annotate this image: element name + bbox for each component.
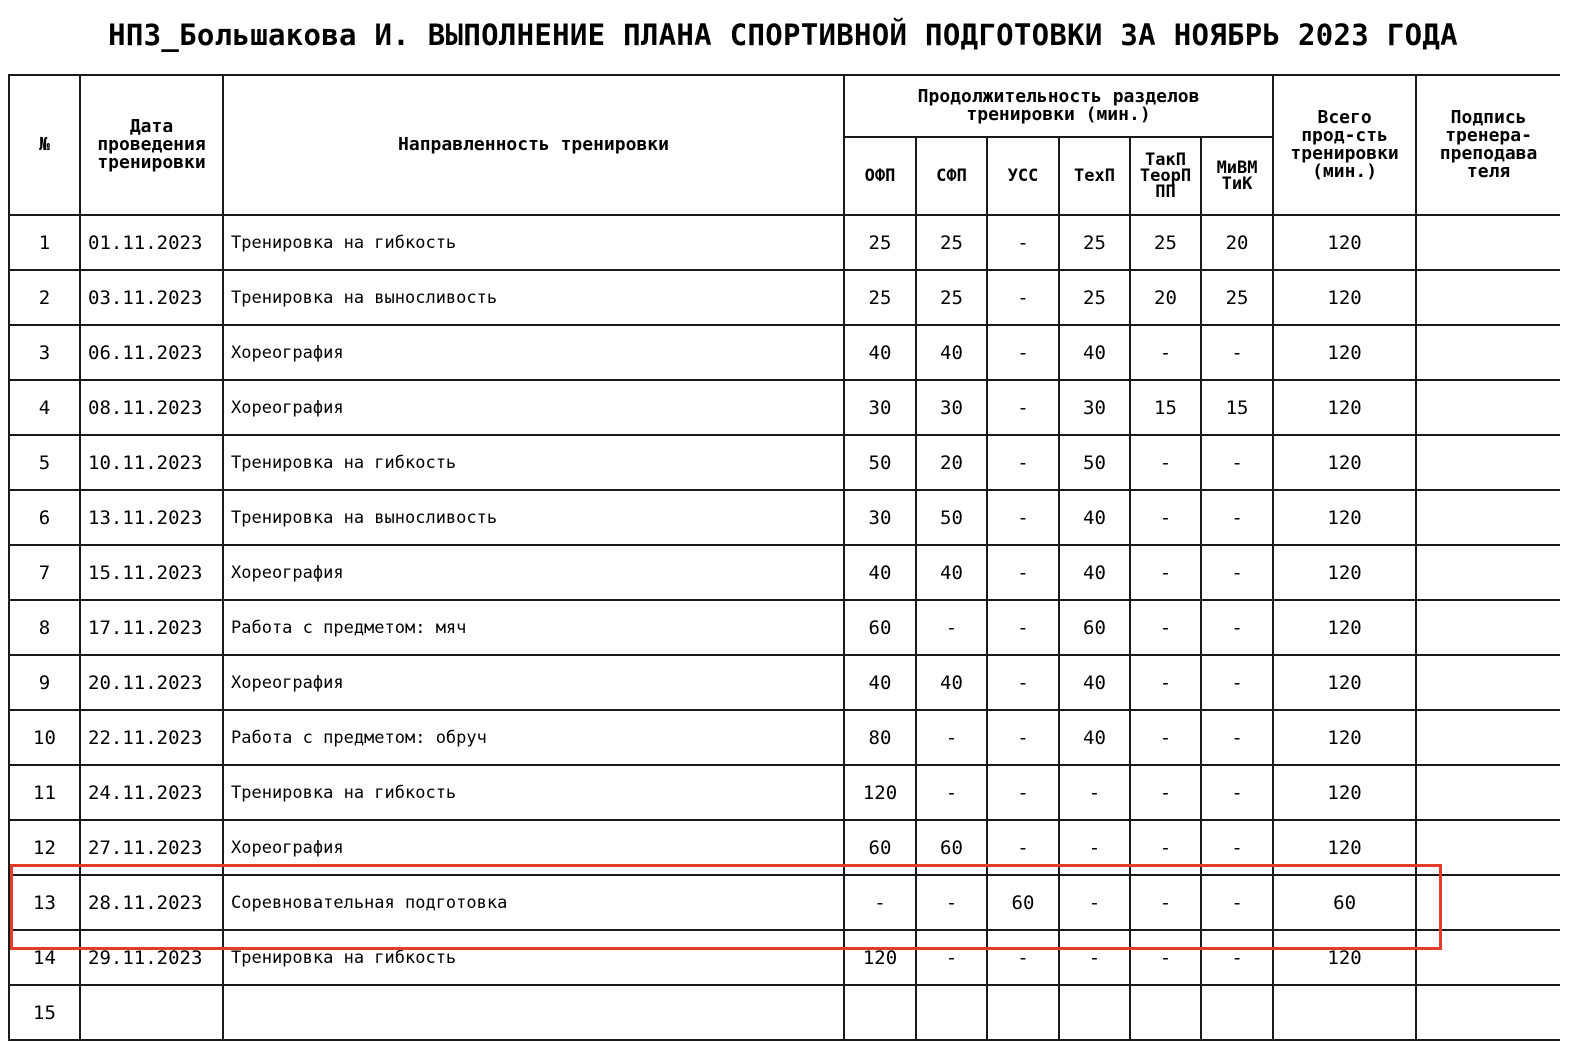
header-signature-line: преподава xyxy=(1439,143,1538,164)
cell-ofp: 30 xyxy=(844,380,916,435)
header-number: № xyxy=(9,75,80,215)
table-row xyxy=(9,490,1560,545)
cell-tehp: 30 xyxy=(1059,380,1130,435)
table-row xyxy=(9,930,1560,985)
cell-direction: Тренировка на выносливость xyxy=(223,490,844,545)
cell-signature xyxy=(1416,325,1560,380)
cell-total: 120 xyxy=(1273,380,1416,435)
header-tehp: ТехП xyxy=(1059,137,1130,215)
cell-direction xyxy=(223,985,844,1040)
cell-mivm: - xyxy=(1201,875,1273,930)
header-signature xyxy=(1416,75,1560,215)
table-row xyxy=(9,820,1560,875)
cell-mivm xyxy=(1201,985,1273,1040)
cell-tehp: - xyxy=(1059,930,1130,985)
cell-mivm: - xyxy=(1201,655,1273,710)
cell-number: 9 xyxy=(9,655,80,710)
cell-mivm: - xyxy=(1201,325,1273,380)
cell-sfp: 25 xyxy=(916,215,987,270)
cell-direction: Хореография xyxy=(223,655,844,710)
cell-sfp: 60 xyxy=(916,820,987,875)
cell-sfp: - xyxy=(916,710,987,765)
cell-taktp: 20 xyxy=(1130,270,1201,325)
header-total-line: прод-сть xyxy=(1301,125,1388,146)
cell-date: 13.11.2023 xyxy=(80,490,223,545)
table-row xyxy=(9,985,1560,1040)
cell-taktp: - xyxy=(1130,325,1201,380)
cell-number: 3 xyxy=(9,325,80,380)
cell-number: 8 xyxy=(9,600,80,655)
cell-taktp: - xyxy=(1130,435,1201,490)
document-title: НПЗ_Большакова И. ВЫПОЛНЕНИЕ ПЛАНА СПОРТИВНОЙ ПОДГОТОВКИ ЗА НОЯБРЬ 2023 ГОДА xyxy=(108,18,1458,52)
cell-date: 10.11.2023 xyxy=(80,435,223,490)
table-row xyxy=(9,435,1560,490)
header-signature-line: теля xyxy=(1466,161,1511,182)
cell-total: 120 xyxy=(1273,490,1416,545)
cell-mivm: - xyxy=(1201,490,1273,545)
cell-sfp: - xyxy=(916,875,987,930)
cell-uss: - xyxy=(987,380,1059,435)
cell-mivm: 25 xyxy=(1201,270,1273,325)
cell-taktp: 15 xyxy=(1130,380,1201,435)
header-total xyxy=(1273,75,1416,215)
header-date-line: тренировки xyxy=(97,152,206,173)
cell-direction: Тренировка на выносливость xyxy=(223,270,844,325)
cell-direction: Хореография xyxy=(223,820,844,875)
cell-date: 06.11.2023 xyxy=(80,325,223,380)
cell-date xyxy=(80,985,223,1040)
cell-taktp: - xyxy=(1130,600,1201,655)
cell-number: 10 xyxy=(9,710,80,765)
header-signature-line: тренера- xyxy=(1445,125,1532,146)
cell-sfp: 20 xyxy=(916,435,987,490)
cell-signature xyxy=(1416,380,1560,435)
cell-signature xyxy=(1416,985,1560,1040)
cell-uss: - xyxy=(987,930,1059,985)
cell-total: 120 xyxy=(1273,710,1416,765)
cell-date: 22.11.2023 xyxy=(80,710,223,765)
cell-tehp: - xyxy=(1059,820,1130,875)
cell-uss: - xyxy=(987,545,1059,600)
cell-taktp: - xyxy=(1130,765,1201,820)
cell-direction: Тренировка на гибкость xyxy=(223,215,844,270)
table-row xyxy=(9,325,1560,380)
cell-tehp xyxy=(1059,985,1130,1040)
cell-uss: - xyxy=(987,215,1059,270)
cell-sfp: - xyxy=(916,600,987,655)
cell-date: 01.11.2023 xyxy=(80,215,223,270)
cell-direction: Тренировка на гибкость xyxy=(223,930,844,985)
cell-taktp: - xyxy=(1130,710,1201,765)
cell-direction: Тренировка на гибкость xyxy=(223,435,844,490)
cell-total: 120 xyxy=(1273,435,1416,490)
cell-direction: Хореография xyxy=(223,380,844,435)
cell-ofp: 30 xyxy=(844,490,916,545)
table-row xyxy=(9,270,1560,325)
table-row xyxy=(9,215,1560,270)
header-signature-line: Подпись xyxy=(1450,107,1527,128)
header-taktp xyxy=(1130,137,1201,215)
cell-mivm: - xyxy=(1201,600,1273,655)
cell-mivm: - xyxy=(1201,930,1273,985)
cell-ofp: 40 xyxy=(844,655,916,710)
cell-total: 120 xyxy=(1273,545,1416,600)
cell-taktp: - xyxy=(1130,655,1201,710)
cell-taktp: - xyxy=(1130,820,1201,875)
cell-number: 15 xyxy=(9,985,80,1040)
header-mivm-line: ТиК xyxy=(1221,174,1253,194)
cell-ofp xyxy=(844,985,916,1040)
cell-tehp: 50 xyxy=(1059,435,1130,490)
cell-date: 15.11.2023 xyxy=(80,545,223,600)
cell-number: 2 xyxy=(9,270,80,325)
cell-tehp: 25 xyxy=(1059,270,1130,325)
header-total-line: тренировки xyxy=(1290,143,1399,164)
cell-uss: - xyxy=(987,655,1059,710)
cell-direction: Соревновательная подготовка xyxy=(223,875,844,930)
cell-number: 1 xyxy=(9,215,80,270)
cell-sfp: - xyxy=(916,765,987,820)
header-date-line: проведения xyxy=(97,134,206,155)
cell-uss: - xyxy=(987,710,1059,765)
header-taktp-line: ПП xyxy=(1155,182,1176,202)
cell-ofp: 120 xyxy=(844,930,916,985)
cell-date: 17.11.2023 xyxy=(80,600,223,655)
table-row xyxy=(9,545,1560,600)
cell-number: 5 xyxy=(9,435,80,490)
header-taktp-line: ТеорП xyxy=(1139,166,1192,186)
header-total-line: (мин.) xyxy=(1312,161,1378,182)
training-plan-table xyxy=(8,74,1560,1041)
cell-direction: Хореография xyxy=(223,545,844,600)
cell-date: 20.11.2023 xyxy=(80,655,223,710)
cell-signature xyxy=(1416,930,1560,985)
cell-ofp: 25 xyxy=(844,270,916,325)
cell-ofp: 60 xyxy=(844,820,916,875)
cell-tehp: 40 xyxy=(1059,545,1130,600)
cell-sfp: 40 xyxy=(916,545,987,600)
cell-number: 12 xyxy=(9,820,80,875)
cell-total: 120 xyxy=(1273,215,1416,270)
cell-signature xyxy=(1416,765,1560,820)
header-total-line: Всего xyxy=(1317,107,1372,128)
table-row xyxy=(9,875,1560,930)
cell-mivm: 20 xyxy=(1201,215,1273,270)
cell-sfp: 30 xyxy=(916,380,987,435)
cell-signature xyxy=(1416,490,1560,545)
cell-uss: - xyxy=(987,765,1059,820)
cell-uss: - xyxy=(987,325,1059,380)
cell-ofp: 60 xyxy=(844,600,916,655)
table-row xyxy=(9,765,1560,820)
cell-date: 03.11.2023 xyxy=(80,270,223,325)
cell-date: 08.11.2023 xyxy=(80,380,223,435)
header-duration-group xyxy=(844,75,1273,137)
cell-taktp: - xyxy=(1130,875,1201,930)
cell-uss xyxy=(987,985,1059,1040)
cell-uss: - xyxy=(987,270,1059,325)
header-date-line: Дата xyxy=(129,116,174,137)
cell-mivm: - xyxy=(1201,765,1273,820)
header-duration-line: тренировки (мин.) xyxy=(966,104,1151,125)
header-uss: УСС xyxy=(987,137,1059,215)
cell-ofp: - xyxy=(844,875,916,930)
cell-uss: 60 xyxy=(987,875,1059,930)
header-mivm xyxy=(1201,137,1273,215)
cell-sfp: 40 xyxy=(916,325,987,380)
cell-taktp: - xyxy=(1130,930,1201,985)
cell-signature xyxy=(1416,270,1560,325)
cell-date: 29.11.2023 xyxy=(80,930,223,985)
header-duration-line: Продолжительность разделов xyxy=(917,86,1200,107)
cell-total: 120 xyxy=(1273,930,1416,985)
cell-number: 11 xyxy=(9,765,80,820)
cell-tehp: 40 xyxy=(1059,655,1130,710)
table-body xyxy=(9,215,1560,1040)
cell-mivm: - xyxy=(1201,545,1273,600)
table-row xyxy=(9,380,1560,435)
cell-signature xyxy=(1416,600,1560,655)
cell-signature xyxy=(1416,215,1560,270)
cell-number: 14 xyxy=(9,930,80,985)
cell-sfp: 40 xyxy=(916,655,987,710)
cell-date: 27.11.2023 xyxy=(80,820,223,875)
cell-signature xyxy=(1416,435,1560,490)
cell-tehp: - xyxy=(1059,765,1130,820)
cell-total: 120 xyxy=(1273,600,1416,655)
cell-uss: - xyxy=(987,435,1059,490)
cell-mivm: - xyxy=(1201,710,1273,765)
header-sfp: СФП xyxy=(916,137,987,215)
cell-signature xyxy=(1416,655,1560,710)
cell-sfp: 50 xyxy=(916,490,987,545)
cell-date: 28.11.2023 xyxy=(80,875,223,930)
cell-mivm: - xyxy=(1201,820,1273,875)
cell-ofp: 80 xyxy=(844,710,916,765)
cell-taktp: - xyxy=(1130,490,1201,545)
cell-ofp: 120 xyxy=(844,765,916,820)
cell-tehp: - xyxy=(1059,875,1130,930)
cell-sfp: - xyxy=(916,930,987,985)
cell-tehp: 40 xyxy=(1059,710,1130,765)
cell-total: 120 xyxy=(1273,325,1416,380)
cell-tehp: 40 xyxy=(1059,325,1130,380)
training-plan-sheet xyxy=(8,74,1560,1044)
cell-total: 120 xyxy=(1273,655,1416,710)
cell-uss: - xyxy=(987,490,1059,545)
cell-taktp: 25 xyxy=(1130,215,1201,270)
header-mivm-line: МиВМ xyxy=(1216,158,1258,178)
cell-date: 24.11.2023 xyxy=(80,765,223,820)
table-row xyxy=(9,600,1560,655)
cell-total xyxy=(1273,985,1416,1040)
cell-direction: Хореография xyxy=(223,325,844,380)
header-ofp: ОФП xyxy=(844,137,916,215)
cell-signature xyxy=(1416,875,1560,930)
cell-number: 6 xyxy=(9,490,80,545)
cell-taktp xyxy=(1130,985,1201,1040)
cell-number: 13 xyxy=(9,875,80,930)
cell-signature xyxy=(1416,820,1560,875)
cell-signature xyxy=(1416,710,1560,765)
cell-total: 60 xyxy=(1273,875,1416,930)
cell-taktp: - xyxy=(1130,545,1201,600)
cell-tehp: 60 xyxy=(1059,600,1130,655)
cell-total: 120 xyxy=(1273,270,1416,325)
cell-signature xyxy=(1416,545,1560,600)
cell-total: 120 xyxy=(1273,820,1416,875)
cell-direction: Работа с предметом: мяч xyxy=(223,600,844,655)
cell-uss: - xyxy=(987,820,1059,875)
cell-ofp: 50 xyxy=(844,435,916,490)
cell-uss: - xyxy=(987,600,1059,655)
cell-ofp: 40 xyxy=(844,545,916,600)
table-row xyxy=(9,655,1560,710)
header-direction: Направленность тренировки xyxy=(223,75,844,215)
cell-tehp: 40 xyxy=(1059,490,1130,545)
cell-ofp: 25 xyxy=(844,215,916,270)
cell-direction: Тренировка на гибкость xyxy=(223,765,844,820)
cell-sfp: 25 xyxy=(916,270,987,325)
cell-total: 120 xyxy=(1273,765,1416,820)
table-row xyxy=(9,710,1560,765)
table-header xyxy=(9,75,1560,215)
cell-direction: Работа с предметом: обруч xyxy=(223,710,844,765)
header-date xyxy=(80,75,223,215)
cell-number: 7 xyxy=(9,545,80,600)
cell-ofp: 40 xyxy=(844,325,916,380)
cell-mivm: 15 xyxy=(1201,380,1273,435)
header-taktp-line: ТакП xyxy=(1145,150,1186,170)
cell-mivm: - xyxy=(1201,435,1273,490)
cell-number: 4 xyxy=(9,380,80,435)
cell-sfp xyxy=(916,985,987,1040)
cell-tehp: 25 xyxy=(1059,215,1130,270)
